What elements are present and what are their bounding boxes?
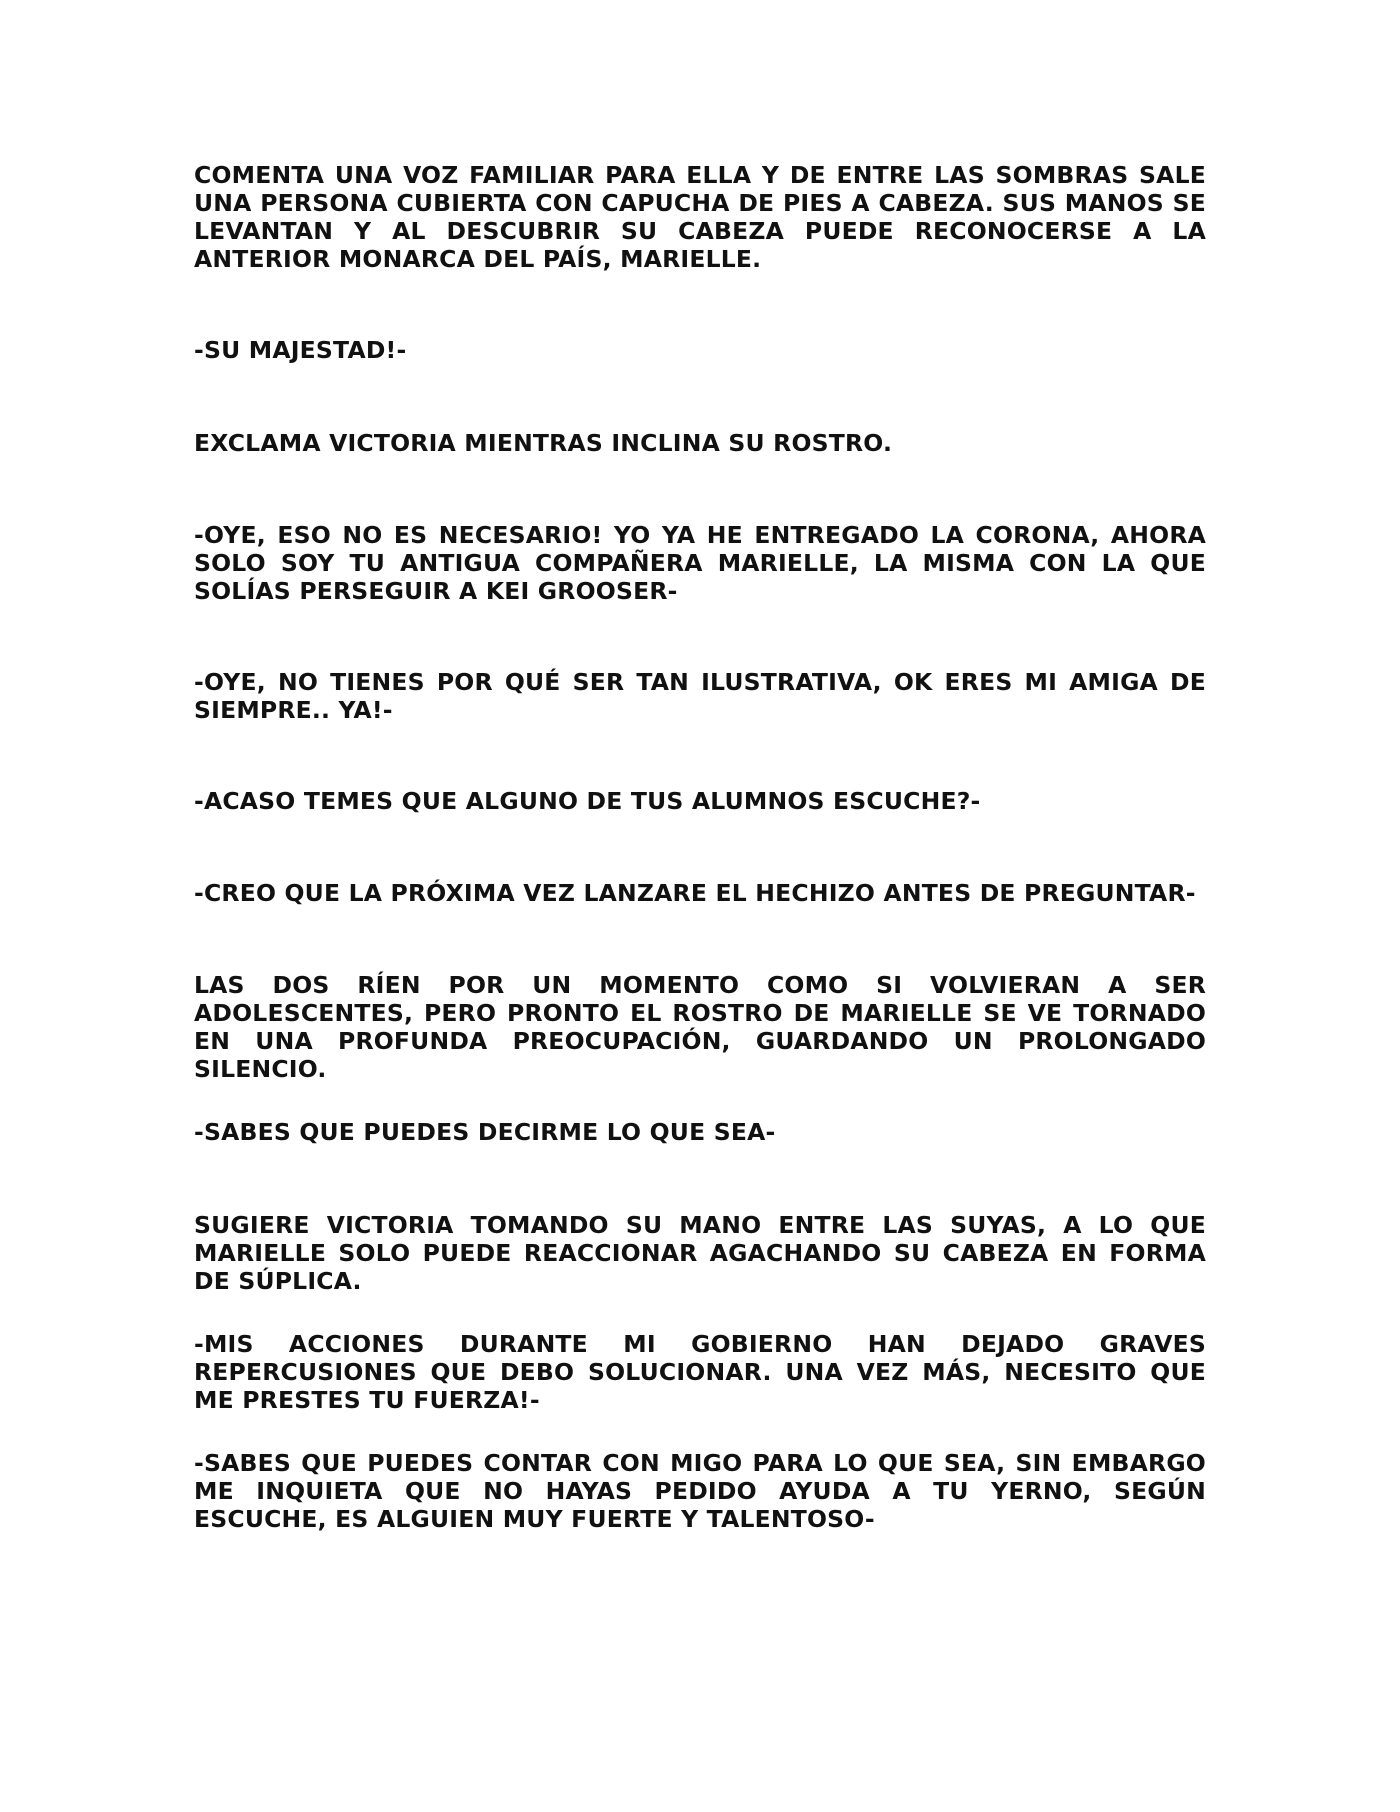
paragraph-dialogue: -SU MAJESTAD!- — [194, 336, 407, 364]
paragraph-narration: EXCLAMA VICTORIA MIENTRAS INCLINA SU ROSTRO. — [194, 429, 893, 457]
paragraph-narration-intro: COMENTA UNA VOZ FAMILIAR PARA ELLA Y DE ENTRE LAS SOMBRAS SALE UNA PERSONA CUBIERTA CON CAPUCHA DE PIES A CABEZA. SUS MANOS SE LEVANTAN Y AL DESCUBRIR SU CABEZA PUEDE RECONOCERSE A LA ANTERIOR MONARCA DEL PAÍS, MARIELLE. — [194, 161, 1206, 273]
paragraph-dialogue: -SABES QUE PUEDES DECIRME LO QUE SEA- — [194, 1118, 776, 1146]
paragraph-dialogue: -SABES QUE PUEDES CONTAR CON MIGO PARA LO QUE SEA, SIN EMBARGO ME INQUIETA QUE NO HAYAS PEDIDO AYUDA A TU YERNO, SEGÚN ESCUCHE, ES ALGUIEN MUY FUERTE Y TALENTOSO- — [194, 1449, 1206, 1533]
paragraph-dialogue: -ACASO TEMES QUE ALGUNO DE TUS ALUMNOS ESCUCHE?- — [194, 787, 981, 815]
paragraph-dialogue: -CREO QUE LA PRÓXIMA VEZ LANZARE EL HECHIZO ANTES DE PREGUNTAR- — [194, 879, 1196, 907]
paragraph-narration: LAS DOS RÍEN POR UN MOMENTO COMO SI VOLVIERAN A SER ADOLESCENTES, PERO PRONTO EL ROSTRO DE MARIELLE SE VE TORNADO EN UNA PROFUNDA PREOCUPACIÓN, GUARDANDO UN PROLONGADO SILENCIO. — [194, 971, 1206, 1083]
paragraph-dialogue: -OYE, ESO NO ES NECESARIO! YO YA HE ENTREGADO LA CORONA, AHORA SOLO SOY TU ANTIGUA COMPAÑERA MARIELLE, LA MISMA CON LA QUE SOLÍAS PERSEGUIR A KEI GROOSER- — [194, 521, 1206, 605]
paragraph-dialogue: -OYE, NO TIENES POR QUÉ SER TAN ILUSTRATIVA, OK ERES MI AMIGA DE SIEMPRE.. YA!- — [194, 668, 1206, 724]
paragraph-narration: SUGIERE VICTORIA TOMANDO SU MANO ENTRE LAS SUYAS, A LO QUE MARIELLE SOLO PUEDE REACCIONAR AGACHANDO SU CABEZA EN FORMA DE SÚPLICA. — [194, 1211, 1206, 1295]
paragraph-dialogue: -MIS ACCIONES DURANTE MI GOBIERNO HAN DEJADO GRAVES REPERCUSIONES QUE DEBO SOLUCIONAR. UNA VEZ MÁS, NECESITO QUE ME PRESTES TU FUERZA!- — [194, 1330, 1206, 1414]
